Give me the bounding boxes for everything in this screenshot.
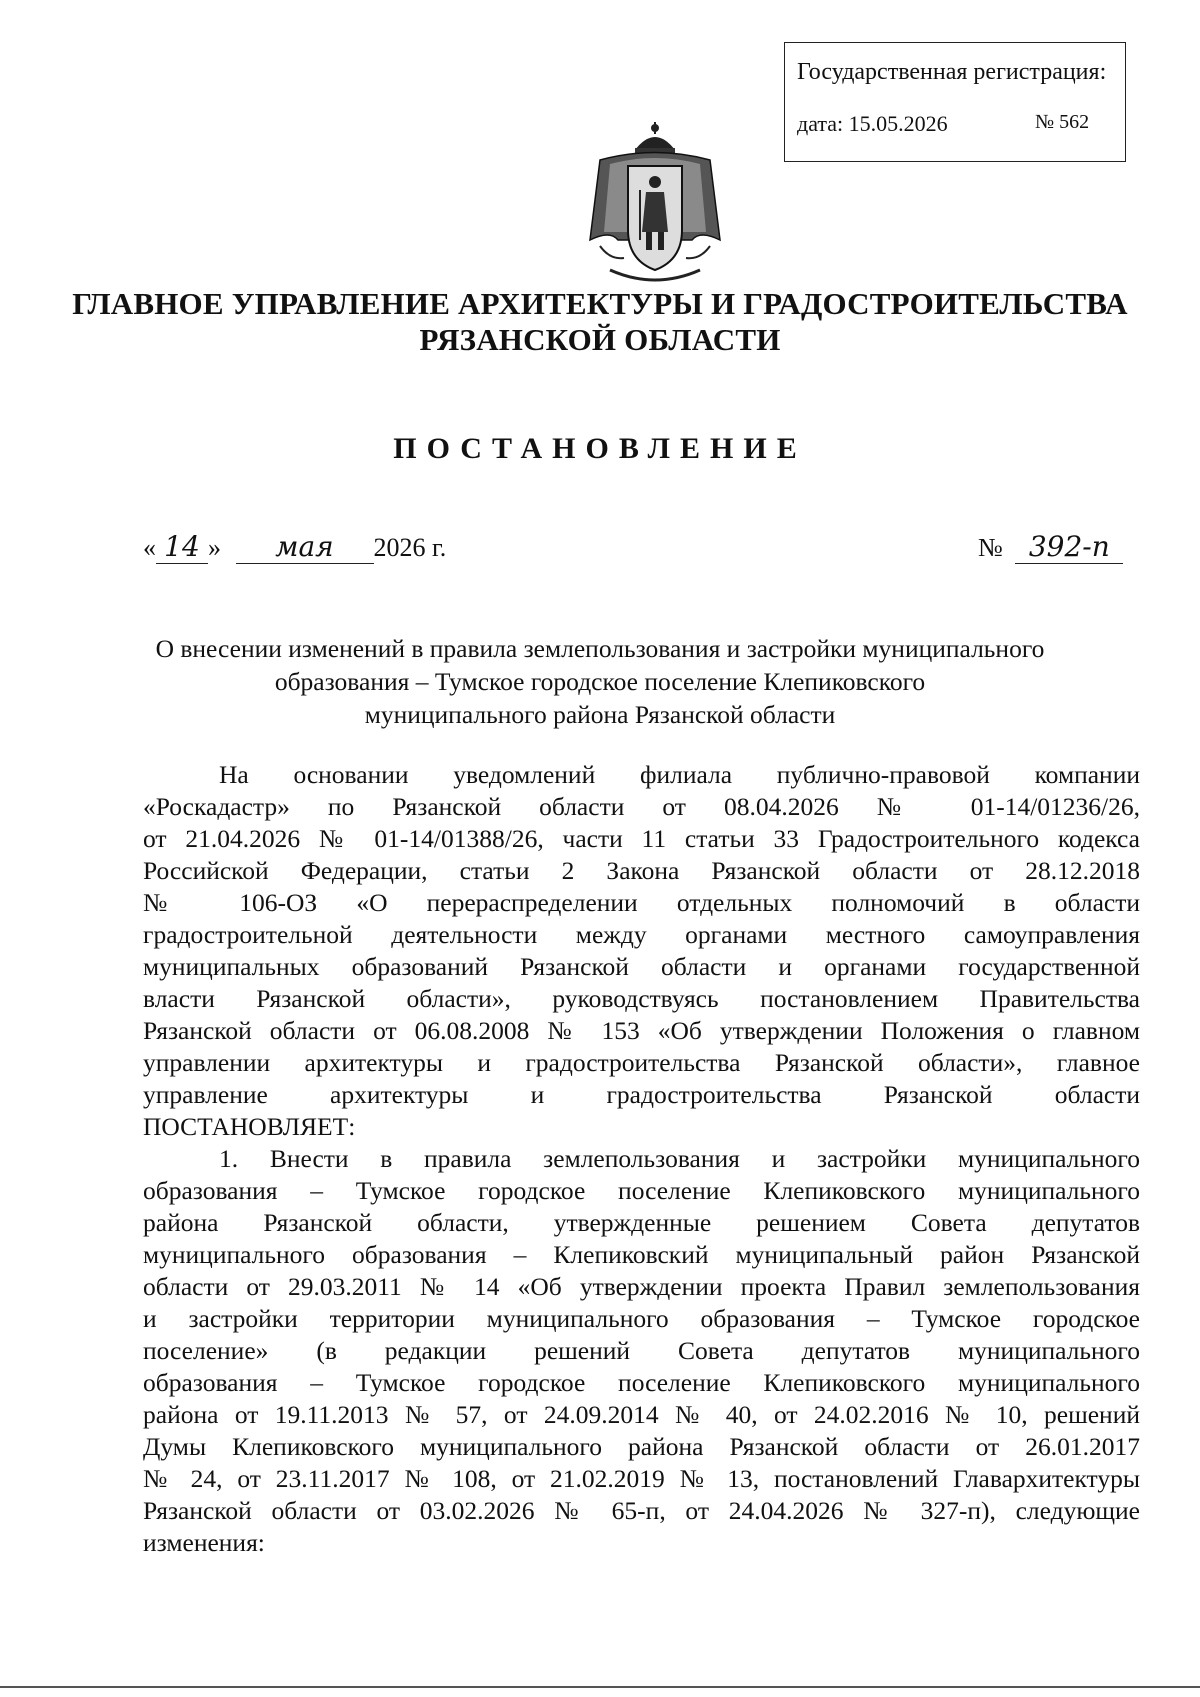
body-line: муниципальных образований Рязанской области и органами государственной [143,952,1140,981]
subject-line-3: муниципального района Рязанской области [364,700,836,729]
body-line: области от 29.03.2011 № 14 «Об утверждении проекта Правил землепользования [143,1272,1140,1301]
page-bottom-edge [0,1686,1200,1688]
body-line: № 106-ОЗ «О перераспределении отдельных полномочий в области [143,888,1140,917]
date-month: мая [236,530,374,564]
registration-date: дата: 15.05.2026 [797,111,948,136]
document-body [143,759,1140,1559]
body-line: Рязанской области от 03.02.2026 № 65-п, от 24.04.2026 № 327-п), следующие [143,1496,1140,1525]
body-line: района Рязанской области, утвержденные решением Совета депутатов [143,1208,1140,1237]
body-line: поселение» (в редакции решений Совета депутатов муниципального [143,1336,1140,1365]
document-subject [120,632,1080,731]
body-line: и застройки территории муниципального образования – Тумское городское [143,1304,1140,1333]
organization-name [60,286,1140,358]
body-line: от 21.04.2026 № 01-14/01388/26, части 11 статьи 33 Градостроительного кодекса [143,824,1140,853]
number-sign: № [978,533,1003,562]
body-line: изменения: [143,1528,265,1557]
subject-line-1: О внесении изменений в правила землепользования и застройки муниципального [155,634,1045,663]
body-line: Думы Клепиковского муниципального района Рязанской области от 26.01.2017 [143,1432,1140,1461]
body-line: градостроительной деятельности между органами местного самоуправления [143,920,1140,949]
date-year: 2026 г. [373,533,447,562]
ryazan-coat-of-arms-icon [580,120,730,288]
resolution-number [978,530,1123,564]
body-line: района от 19.11.2013 № 57, от 24.09.2014 № 40, от 24.02.2016 № 10, решений [143,1400,1140,1429]
subject-line-2: образования – Тумское городское поселение Клепиковского [274,667,926,696]
body-line: управление архитектуры и градостроительства Рязанской области [143,1080,1140,1109]
body-line: На основании уведомлений филиала публично-правовой компании [219,760,1140,789]
document-type: ПОСТАНОВЛЕНИЕ [393,432,807,465]
number-value: 392-п [1015,530,1123,564]
body-line: образования – Тумское городское поселение Клепиковского муниципального [143,1176,1140,1205]
body-line: муниципального образования – Клепиковский муниципальный район Рязанской [143,1240,1140,1269]
body-line: Российской Федерации, статьи 2 Закона Рязанской области от 28.12.2018 [143,856,1140,885]
registration-title: Государственная регистрация: [797,59,1107,85]
body-line: «Роскадастр» по Рязанской области от 08.04.2026 № 01-14/01236/26, [143,792,1140,821]
body-line: ПОСТАНОВЛЯЕТ: [143,1112,356,1141]
registration-stamp [784,42,1126,162]
body-line: управлении архитектуры и градостроительства Рязанской области», главное [143,1048,1140,1077]
resolution-date [143,530,446,564]
body-line: образования – Тумское городское поселение Клепиковского муниципального [143,1368,1140,1397]
body-line: Рязанской области от 06.08.2008 № 153 «Об утверждении Положения о главном [143,1016,1140,1045]
date-close-quote: » [208,533,221,562]
organization-line-1: ГЛАВНОЕ УПРАВЛЕНИЕ АРХИТЕКТУРЫ И ГРАДОСТРОИТЕЛЬСТВА [72,286,1128,321]
body-line: власти Рязанской области», руководствуясь постановлением Правительства [143,984,1140,1013]
date-day: 14 [156,530,208,564]
organization-line-2: РЯЗАНСКОЙ ОБЛАСТИ [419,322,781,357]
body-line: № 24, от 23.11.2017 № 108, от 21.02.2019 № 13, постановлений Главархитектуры [143,1464,1140,1493]
registration-number: № 562 [1035,111,1090,133]
date-open-quote: « [143,533,156,562]
body-line: 1. Внести в правила землепользования и застройки муниципального [219,1144,1140,1173]
